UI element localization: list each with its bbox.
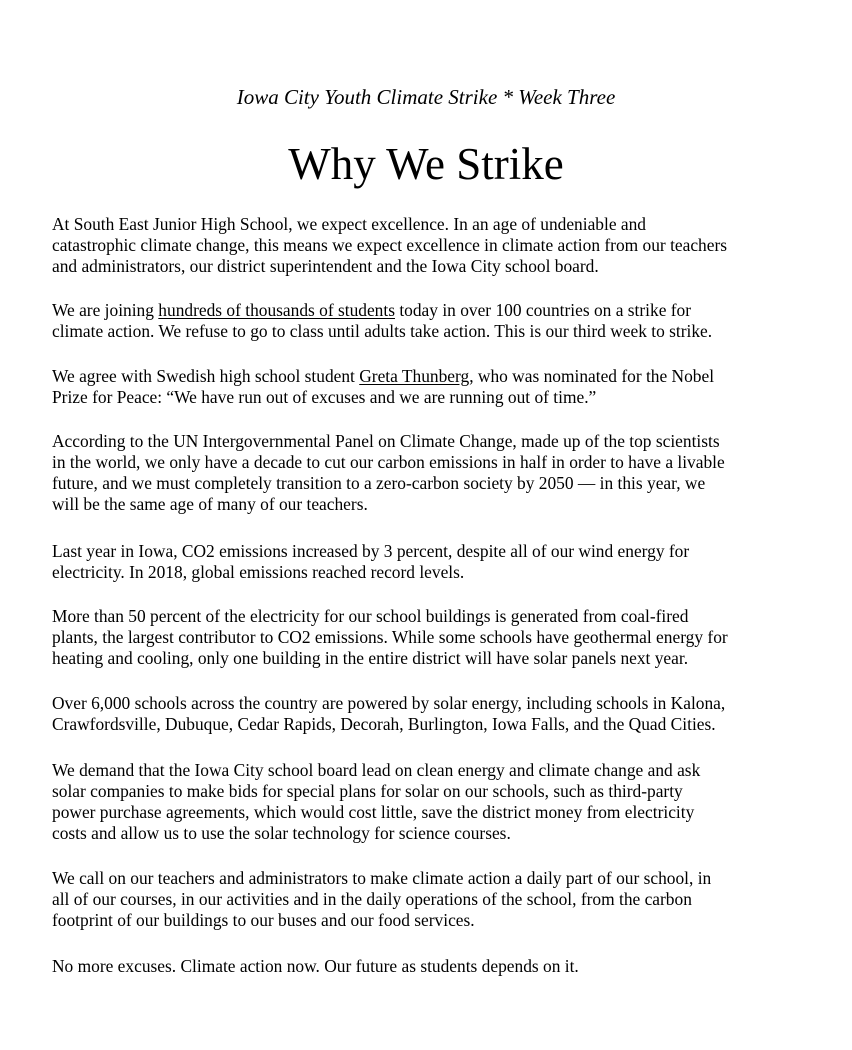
text-line: solar companies to make bids for special plans for solar on our schools, such as third-party — [52, 780, 683, 801]
text-line: Crawfordsville, Dubuque, Cedar Rapids, Decorah, Burlington, Iowa Falls, and the Quad Cities. — [52, 713, 716, 734]
text-line: We call on our teachers and administrators to make climate action a daily part of our school, in — [52, 868, 712, 888]
text-line: Prize for Peace: “We have run out of excuses and we are running out of time.” — [52, 386, 597, 407]
greta-thunberg-link[interactable]: Greta Thunberg — [359, 366, 470, 386]
text-line: No more excuses. Climate action now. Our future as students depends on it. — [52, 956, 579, 976]
paragraph-demand — [52, 760, 852, 844]
paragraph-closing — [52, 956, 852, 977]
text-line — [52, 300, 852, 321]
text-line: We demand that the Iowa City school board lead on clean energy and climate change and ask — [52, 760, 701, 780]
text-line: future, and we must completely transition to a zero-carbon society by 2050 — in this year, we — [52, 472, 706, 493]
paragraph-ipcc — [52, 431, 852, 515]
text-line: More than 50 percent of the electricity for our school buildings is generated from coal-fired — [52, 606, 689, 626]
text-segment: We are joining — [52, 300, 159, 320]
text-line: heating and cooling, only one building in the entire district will have solar panels next year. — [52, 647, 689, 668]
text-line: and administrators, our district superintendent and the Iowa City school board. — [52, 255, 599, 276]
text-line — [52, 366, 852, 387]
paragraph-intro — [52, 214, 852, 277]
text-line: catastrophic climate change, this means we expect excellence in climate action from our teachers — [52, 234, 728, 255]
paragraph-joining — [52, 300, 852, 342]
paragraph-iowa-emissions — [52, 541, 852, 583]
paragraph-solar-schools — [52, 693, 852, 735]
text-line: electricity. In 2018, global emissions reached record levels. — [52, 561, 465, 582]
text-line: Last year in Iowa, CO2 emissions increased by 3 percent, despite all of our wind energy for — [52, 541, 690, 561]
text-line: Over 6,000 schools across the country are powered by solar energy, including schools in Kalona, — [52, 693, 726, 713]
text-line: all of our courses, in our activities and in the daily operations of the school, from the carbon — [52, 888, 692, 909]
event-kicker: Iowa City Youth Climate Strike * Week Three — [236, 85, 616, 109]
paragraph-greta — [52, 366, 852, 408]
text-line: At South East Junior High School, we expect excellence. In an age of undeniable and — [52, 214, 646, 234]
text-line: climate action. We refuse to go to class until adults take action. This is our third week to strike. — [52, 320, 713, 341]
page-title: Why We Strike — [288, 139, 564, 189]
text-line: power purchase agreements, which would cost little, save the district money from electricity — [52, 801, 695, 822]
text-segment: We agree with Swedish high school student — [52, 366, 360, 386]
text-line: footprint of our buildings to our buses and our food services. — [52, 909, 475, 930]
text-segment: today in over 100 countries on a strike for — [394, 300, 692, 320]
text-line: in the world, we only have a decade to cut our carbon emissions in half in order to have a livable — [52, 451, 725, 472]
hundreds-of-thousands-link[interactable]: hundreds of thousands of students — [158, 300, 395, 320]
paragraph-call-on-teachers — [52, 868, 852, 931]
text-line: According to the UN Intergovernmental Panel on Climate Change, made up of the top scientists — [52, 431, 720, 451]
text-line: costs and allow us to use the solar technology for science courses. — [52, 822, 511, 843]
paragraph-school-electricity — [52, 606, 852, 669]
text-line: will be the same age of many of our teachers. — [52, 493, 368, 514]
text-line: plants, the largest contributor to CO2 emissions. While some schools have geothermal energy for — [52, 626, 728, 647]
text-segment: , who was nominated for the Nobel — [469, 366, 715, 386]
